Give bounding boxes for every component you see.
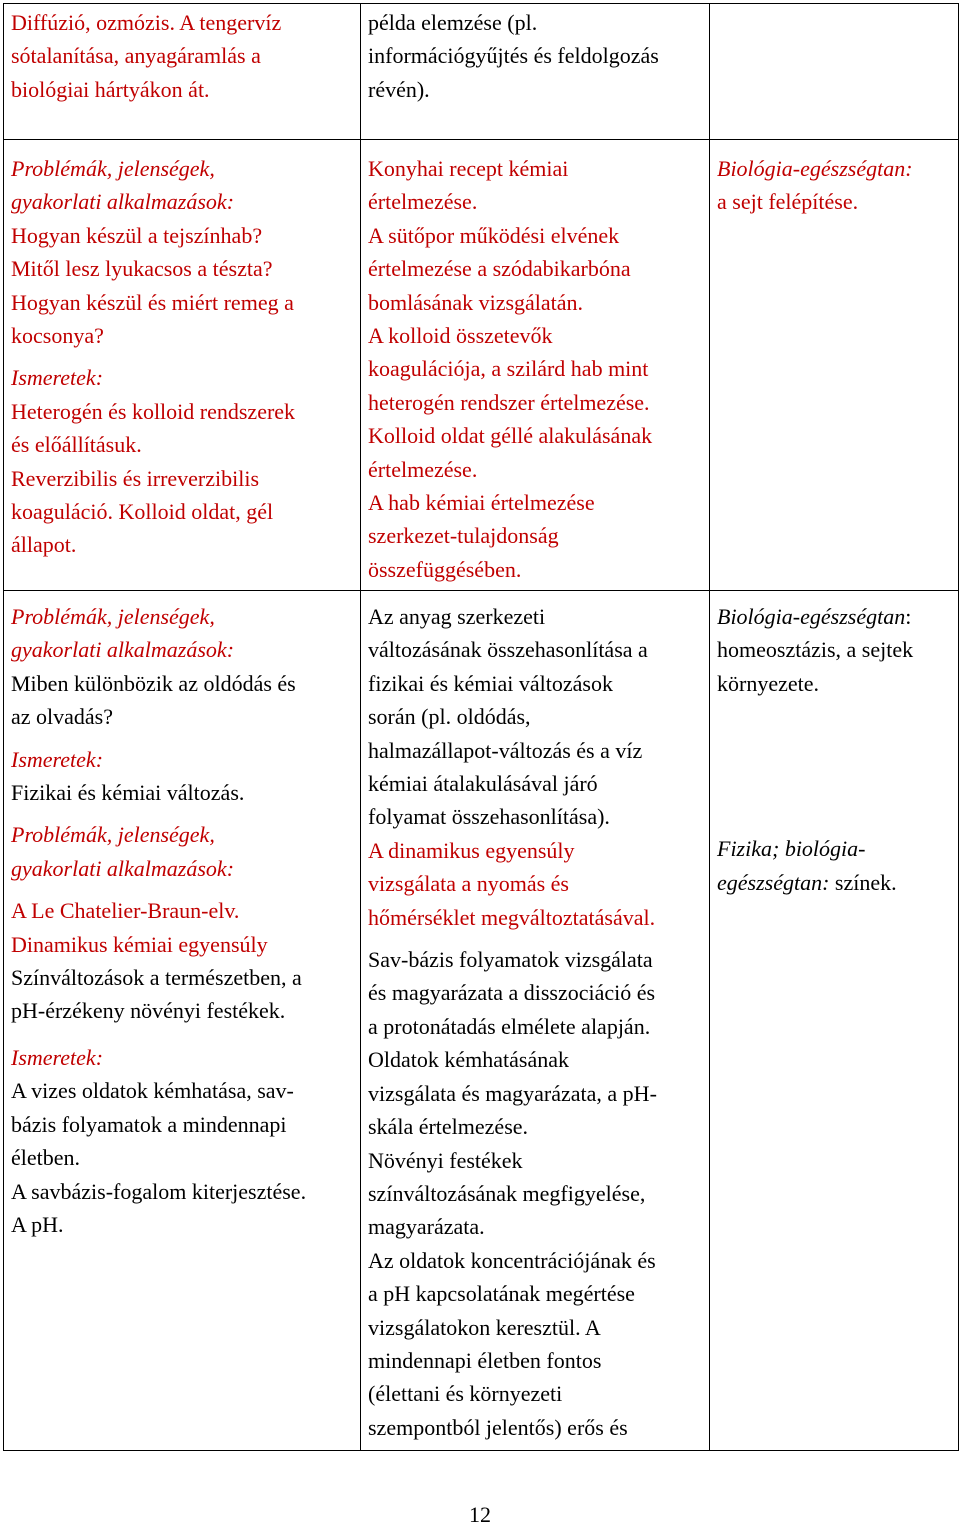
crosslink-label-colon: : [905,604,912,629]
activity-line: A kolloid összetevők [368,323,553,349]
table-row-3 [4,591,959,1451]
activity-line: (élettani és környezeti [368,1381,563,1407]
row1-col2-line: példa elemzése (pl. [368,10,538,35]
activity-line: A hab kémiai értelmezése [368,490,595,516]
knowledge-line: állapot. [11,532,77,558]
red-line: A Le Chatelier-Braun-elv. [11,898,240,924]
table-row-2 [4,140,959,591]
row1-col1-line: biológiai hártyákon át. [11,76,210,102]
knowledge-heading: Ismeretek: [11,365,104,391]
activity-line-red: hőmérséklet megváltoztatásával. [368,904,656,930]
row1-col2-line: révén). [368,76,430,102]
problem-line: az olvadás? [11,704,113,730]
activity-line: színváltozásának megfigyelése, [368,1180,646,1206]
activity-line: A sütőpor működési elvének [368,222,620,248]
activity-line: és magyarázata a disszociáció és [368,980,656,1006]
activity-line: a protonátadás elmélete alapján. [368,1013,651,1039]
row1-col2-cell [361,4,710,140]
activity-line: szempontból jelentős) erős és [368,1414,628,1440]
page-number: 12 [469,1502,491,1527]
knowledge-line: Fizikai és kémiai változás. [11,780,245,806]
crosslink-label: Fizika; biológia- [717,836,866,862]
crosslink-text: környezete. [717,670,819,696]
activity-line: Az anyag szerkezeti [368,604,546,629]
activity-line: Konyhai recept kémiai [368,156,569,181]
problems-heading: gyakorlati alkalmazások: [11,855,235,881]
crosslink-text: színek. [834,869,897,895]
problems-heading: gyakorlati alkalmazások: [11,637,235,663]
table-row-1 [4,4,959,140]
problem-line: kocsonya? [11,323,104,349]
row2-col1-cell [4,140,361,591]
row1-col3-cell [710,4,959,140]
activity-line: mindennapi életben fontos [368,1347,602,1373]
crosslink-text: homeosztázis, a sejtek [717,637,914,663]
knowledge-heading: Ismeretek: [11,1044,104,1070]
knowledge-heading: Ismeretek: [11,746,104,772]
row1-col1-line: sótalanítása, anyagáramlás a [11,43,261,69]
activity-line: értelmezése. [368,189,478,215]
activity-line: Kolloid oldat géllé alakulásának [368,423,653,449]
problem-line: Miben különbözik az oldódás és [11,670,296,696]
row1-col1-cell [4,4,361,140]
activity-line: heterogén rendszer értelmezése. [368,389,650,415]
row2-col2-cell [361,140,710,591]
activity-line: szerkezet-tulajdonság [368,523,559,549]
crosslink-label-text: egészségtan: [717,869,830,895]
problem-line: pH-érzékeny növényi festékek. [11,998,286,1024]
activity-line: Növényi festékek [368,1147,523,1173]
problem-line: Mitől lesz lyukacsos a tészta? [11,256,273,282]
problem-line: Hogyan készül és miért remeg a [11,289,294,315]
activity-line: vizsgálatokon keresztül. A [368,1314,601,1340]
knowledge-line: A pH. [11,1211,64,1237]
row2-col3-cell [710,140,959,591]
problems-heading: Problémák, jelenségek, [11,604,215,629]
activity-line: bomlásának vizsgálatán. [368,289,584,315]
problems-heading: Problémák, jelenségek, [11,822,215,848]
problem-line: Hogyan készül a tejszínhab? [11,222,263,248]
activity-line: értelmezése a szódabikarbóna [368,256,631,282]
activity-line: halmazállapot-változás és a víz [368,737,643,763]
row3-col3-cell [710,591,959,1451]
activity-line: összefüggésében. [368,556,522,582]
activity-line: során (pl. oldódás, [368,704,531,730]
activity-line: magyarázata. [368,1214,485,1240]
row3-col1-cell [4,591,361,1451]
row1-col2-line: információgyűjtés és feldolgozás [368,43,659,69]
crosslink-label-text: Biológia-egészségtan [717,604,906,629]
activity-line: skála értelmezése. [368,1114,529,1140]
knowledge-line: életben. [11,1145,81,1171]
crosslink-label [717,600,954,633]
problems-heading: gyakorlati alkalmazások: [11,189,235,215]
curriculum-table [3,3,959,1451]
activity-line: Az oldatok koncentrációjának és [368,1247,656,1273]
knowledge-line: koaguláció. Kolloid oldat, gél [11,499,274,525]
activity-line: koagulációja, a szilárd hab mint [368,356,649,382]
crosslink-label-line [717,866,954,899]
activity-line: a pH kapcsolatának megértése [368,1281,635,1307]
problems-heading: Problémák, jelenségek, [11,156,215,181]
activity-line: kémiai átalakulásával járó [368,771,598,797]
activity-line: folyamat összehasonlítása). [368,804,610,830]
activity-line-red: vizsgálata a nyomás és [368,871,569,897]
row3-col2-cell [361,591,710,1451]
knowledge-line: A vizes oldatok kémhatása, sav- [11,1078,294,1104]
activity-line: értelmezése. [368,456,478,482]
red-line: Dinamikus kémiai egyensúly [11,931,268,957]
knowledge-line: Heterogén és kolloid rendszerek [11,398,296,424]
crosslink-text: a sejt felépítése. [717,189,859,215]
crosslink-label: Biológia-egészségtan: [717,156,913,181]
problem-line: Színváltozások a természetben, a [11,965,302,991]
activity-line: Sav-bázis folyamatok vizsgálata [368,947,653,973]
knowledge-line: Reverzibilis és irreverzibilis [11,465,260,491]
row1-col1-line: Diffúzió, ozmózis. A tengervíz [11,10,282,35]
knowledge-line: A savbázis-fogalom kiterjesztése. [11,1178,307,1204]
activity-line-red: A dinamikus egyensúly [368,837,575,863]
knowledge-line: bázis folyamatok a mindennapi [11,1111,287,1137]
activity-line: fizikai és kémiai változások [368,670,613,696]
knowledge-line: és előállításuk. [11,432,142,458]
activity-line: változásának összehasonlítása a [368,637,648,663]
activity-line: Oldatok kémhatásának [368,1047,569,1073]
activity-line: vizsgálata és magyarázata, a pH- [368,1080,657,1106]
